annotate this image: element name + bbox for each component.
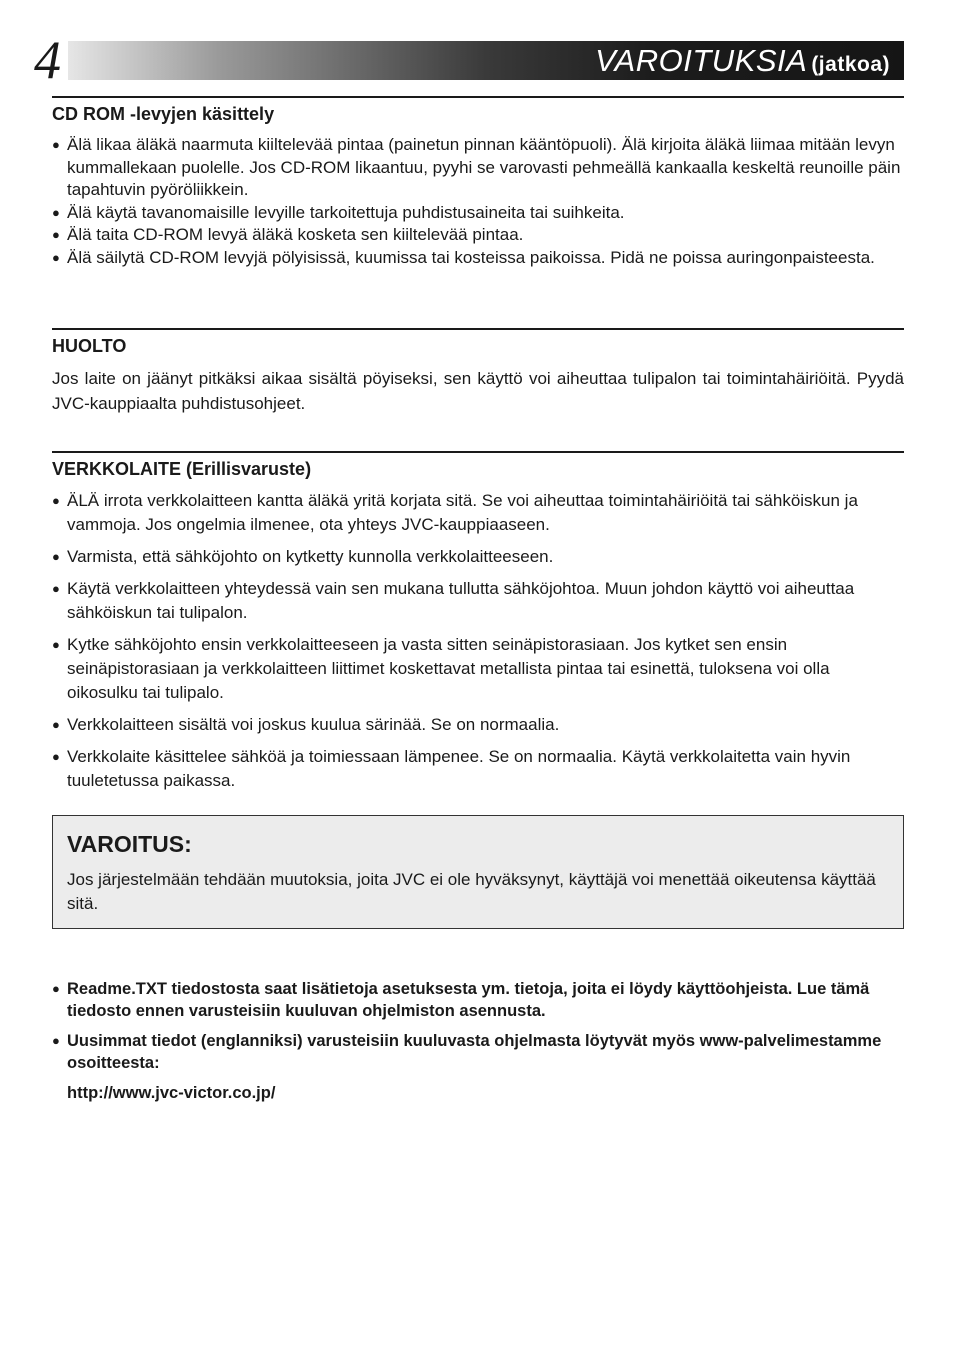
list-item: ● Älä taita CD-ROM levyä äläkä kosketa sen kiiltelevää pintaa. xyxy=(52,224,904,247)
list-item: ● Verkkolaitteen sisältä voi joskus kuulua särinää. Se on normaalia. xyxy=(52,713,904,737)
list-item: ● Käytä verkkolaitteen yhteydessä vain sen mukana tullutta sähköjohtoa. Muun johdon käyttö voi aiheuttaa sähköiskun tai tulipalon. xyxy=(52,577,904,625)
header-subtitle: (jatkoa) xyxy=(811,53,890,76)
verkkolaite-list xyxy=(52,489,904,801)
list-item: ● Älä likaa äläkä naarmuta kiiltelevää pintaa (painetun pinnan kääntöpuoli). Älä kirjoita äläkä liimaa mitään levyn kummallekaan puolelle. Jos CD-ROM likaantuu, pyyhi se varovasti pehmeällä kankaalla keskeltä reunoille päin tapahtuvin pyöröliikkein. xyxy=(52,134,904,202)
section-title-cdrom: CD ROM -levyjen käsittely xyxy=(52,104,275,124)
section-title-huolto: HUOLTO xyxy=(52,336,127,356)
header-title-text: VAROITUKSIA xyxy=(595,43,808,78)
warning-text: Jos järjestelmään tehdään muutoksia, joita JVC ei ole hyväksynyt, käyttäjä voi menettää oikeutensa käyttää sitä. xyxy=(67,870,876,913)
section-divider xyxy=(52,96,904,98)
list-item: ● Varmista, että sähköjohto on kytketty kunnolla verkkolaitteeseen. xyxy=(52,545,904,569)
huolto-text: Jos laite on jäänyt pitkäksi aikaa sisältä pöyiseksi, sen käyttö voi aiheuttaa tulipalon tai toimintahäiriöitä. Pyydä JVC-kauppiaalta puhdistusohjeet. xyxy=(52,369,904,413)
header-title xyxy=(595,42,890,84)
warning-box xyxy=(52,815,904,929)
list-item: ● Uusimmat tiedot (englanniksi) varusteisiin kuuluvasta ohjelmasta löytyvät myös www-palvelimestamme osoitteesta: xyxy=(52,1030,904,1074)
section-divider xyxy=(52,451,904,453)
support-url[interactable]: http://www.jvc-victor.co.jp/ xyxy=(67,1084,276,1102)
cdrom-list xyxy=(52,134,904,269)
list-item: ● Kytke sähköjohto ensin verkkolaitteeseen ja vasta sitten seinäpistorasiaan. Jos kytket sen ensin seinäpistorasiaan ja verkkolaitteen liittimet koskettavat metallista pintaa tai esinettä, tuloksena voi olla oikosulku tai tulipalo. xyxy=(52,633,904,705)
header-banner xyxy=(68,41,904,80)
list-item: ● Readme.TXT tiedostosta saat lisätietoja asetuksesta ym. tietoja, joita ei löydy käyttöohjeista. Lue tämä tiedosto ennen varusteisiin kuuluvan ohjelmiston asennusta. xyxy=(52,978,904,1022)
page-number: 4 xyxy=(34,30,61,90)
notes-list xyxy=(52,978,904,1082)
section-divider xyxy=(52,328,904,330)
list-item: ● ÄLÄ irrota verkkolaitteen kantta äläkä yritä korjata sitä. Se voi aiheuttaa toimintahäiriöitä tai sähköiskun ja vammoja. Jos ongelmia ilmenee, ota yhteys JVC-kauppiaaseen. xyxy=(52,489,904,537)
warning-title: VAROITUS: xyxy=(67,831,192,857)
section-title-verkkolaite: VERKKOLAITE (Erillisvaruste) xyxy=(52,459,312,479)
list-item: ● Älä käytä tavanomaisille levyille tarkoitettuja puhdistusaineita tai suihkeita. xyxy=(52,202,904,225)
list-item: ● Älä säilytä CD-ROM levyjä pölyisissä, kuumissa tai kosteissa paikoissa. Pidä ne poissa auringonpaisteesta. xyxy=(52,247,904,270)
list-item: ● Verkkolaite käsittelee sähköä ja toimiessaan lämpenee. Se on normaalia. Käytä verkkolaitetta vain hyvin tuuletetussa paikassa. xyxy=(52,745,904,793)
